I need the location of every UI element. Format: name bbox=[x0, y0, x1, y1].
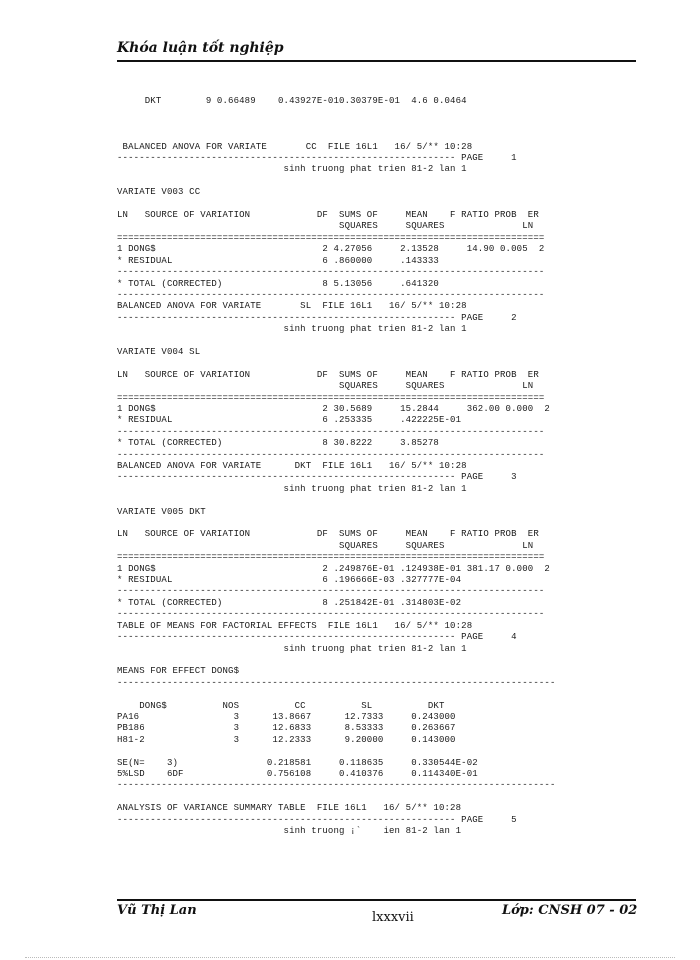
listing-line: DONG$ NOS CC SL DKT bbox=[117, 700, 445, 711]
listing-line: PA16 3 13.8667 12.7333 0.243000 bbox=[117, 711, 456, 722]
listing-line: TABLE OF MEANS FOR FACTORIAL EFFECTS FILE 16L1 16/ 5/** 10:28 bbox=[117, 620, 473, 631]
listing-line: sinh truong ¡` ien 81-2 lan 1 bbox=[117, 826, 462, 836]
listing-line: * TOTAL (CORRECTED) 8 5.13056 .641320 bbox=[117, 278, 439, 289]
listing-line: MEANS FOR EFFECT DONG$ bbox=[117, 666, 240, 677]
listing-line: ----------------------------------------------------------------------------- bbox=[117, 267, 545, 278]
listing-line: LN SOURCE OF VARIATION DF SUMS OF MEAN F RATIO PROB ER bbox=[117, 369, 539, 380]
listing-line: PB186 3 12.6833 8.53333 0.263667 bbox=[117, 723, 456, 734]
listing-line: ============================================================================= bbox=[117, 552, 545, 563]
listing-line: * TOTAL (CORRECTED) 8 .251842E-01 .314803E-02 bbox=[117, 597, 462, 608]
listing-line: ------------------------------------------------------------- PAGE 1 bbox=[117, 153, 517, 164]
listing-line: ----------------------------------------------------------------------------- bbox=[117, 289, 545, 300]
listing-line: ----------------------------------------------------------------------------- bbox=[117, 449, 545, 460]
listing-line: sinh truong phat trien 81-2 lan 1 bbox=[117, 483, 467, 494]
listing-line: ----------------------------------------------------------------------------- bbox=[117, 586, 545, 597]
listing-line: SQUARES SQUARES LN bbox=[117, 540, 534, 551]
listing-line: BALANCED ANOVA FOR VARIATE DKT FILE 16L1 16/ 5/** 10:28 bbox=[117, 461, 467, 471]
listing-line: VARIATE V005 DKT bbox=[117, 506, 206, 517]
listing-line: DKT 9 0.66489 0.43927E-010.30379E-01 4.6 0.0464 bbox=[117, 96, 467, 106]
listing-line: ------------------------------------------------------------------------------- bbox=[117, 677, 556, 688]
anova-output-listing bbox=[117, 96, 556, 837]
listing-line: * RESIDUAL 6 .253335 .422225E-01 bbox=[117, 415, 462, 426]
listing-line: 1 DONG$ 2 30.5689 15.2844 362.00 0.000 2 bbox=[117, 403, 550, 414]
listing-line: BALANCED ANOVA FOR VARIATE CC FILE 16L1 16/ 5/** 10:28 bbox=[117, 141, 473, 152]
listing-line: ============================================================================= bbox=[117, 232, 545, 243]
listing-line: ============================================================================= bbox=[117, 392, 545, 403]
listing-line: ------------------------------------------------------------- PAGE 2 bbox=[117, 312, 517, 323]
footer-author: Vũ Thị Lan bbox=[117, 903, 197, 918]
listing-line: SQUARES SQUARES LN bbox=[117, 381, 534, 392]
footer-class-label: Lớp: CNSH 07 - 02 bbox=[502, 903, 638, 918]
listing-line: SQUARES SQUARES LN bbox=[117, 221, 534, 232]
page-header-title: Khóa luận tốt nghiệp bbox=[117, 40, 284, 56]
listing-line: SE(N= 3) 0.218581 0.118635 0.330544E-02 bbox=[117, 757, 478, 768]
listing-line: sinh truong phat trien 81-2 lan 1 bbox=[117, 324, 467, 335]
listing-line: 1 DONG$ 2 4.27056 2.13528 14.90 0.005 2 bbox=[117, 244, 545, 255]
listing-line: ------------------------------------------------------------- PAGE 4 bbox=[117, 632, 517, 643]
listing-line: * TOTAL (CORRECTED) 8 30.8222 3.85278 bbox=[117, 438, 439, 449]
listing-line: 5%LSD 6DF 0.756108 0.410376 0.114340E-01 bbox=[117, 768, 478, 779]
listing-line: 1 DONG$ 2 .249876E-01 .124938E-01 381.17 0.000 2 bbox=[117, 563, 550, 574]
listing-line: * RESIDUAL 6 .196666E-03 .327777E-04 bbox=[117, 575, 462, 586]
listing-line: sinh truong phat trien 81-2 lan 1 bbox=[117, 643, 467, 654]
listing-line: BALANCED ANOVA FOR VARIATE SL FILE 16L1 16/ 5/** 10:28 bbox=[117, 301, 467, 312]
listing-line: ------------------------------------------------------------------------------- bbox=[117, 780, 556, 791]
footer-rule bbox=[117, 899, 636, 901]
listing-line: ----------------------------------------------------------------------------- bbox=[117, 609, 545, 620]
listing-line: ------------------------------------------------------------- PAGE 3 bbox=[117, 472, 517, 483]
listing-line: * RESIDUAL 6 .860000 .143333 bbox=[117, 255, 439, 266]
listing-line: ----------------------------------------------------------------------------- bbox=[117, 426, 545, 437]
listing-line: sinh truong phat trien 81-2 lan 1 bbox=[117, 164, 467, 175]
listing-line: H81-2 3 12.2333 9.20000 0.143000 bbox=[117, 734, 456, 745]
listing-line: ------------------------------------------------------------- PAGE 5 bbox=[117, 814, 517, 825]
footer-page-number: lxxxvii bbox=[372, 910, 414, 925]
listing-line: VARIATE V003 CC bbox=[117, 187, 201, 198]
page-edge-divider bbox=[25, 957, 675, 958]
header-rule bbox=[117, 60, 636, 62]
listing-line: VARIATE V004 SL bbox=[117, 346, 201, 357]
listing-line: ANALYSIS OF VARIANCE SUMMARY TABLE FILE 16L1 16/ 5/** 10:28 bbox=[117, 803, 462, 814]
listing-line: LN SOURCE OF VARIATION DF SUMS OF MEAN F RATIO PROB ER bbox=[117, 529, 539, 540]
listing-line: LN SOURCE OF VARIATION DF SUMS OF MEAN F RATIO PROB ER bbox=[117, 210, 539, 221]
